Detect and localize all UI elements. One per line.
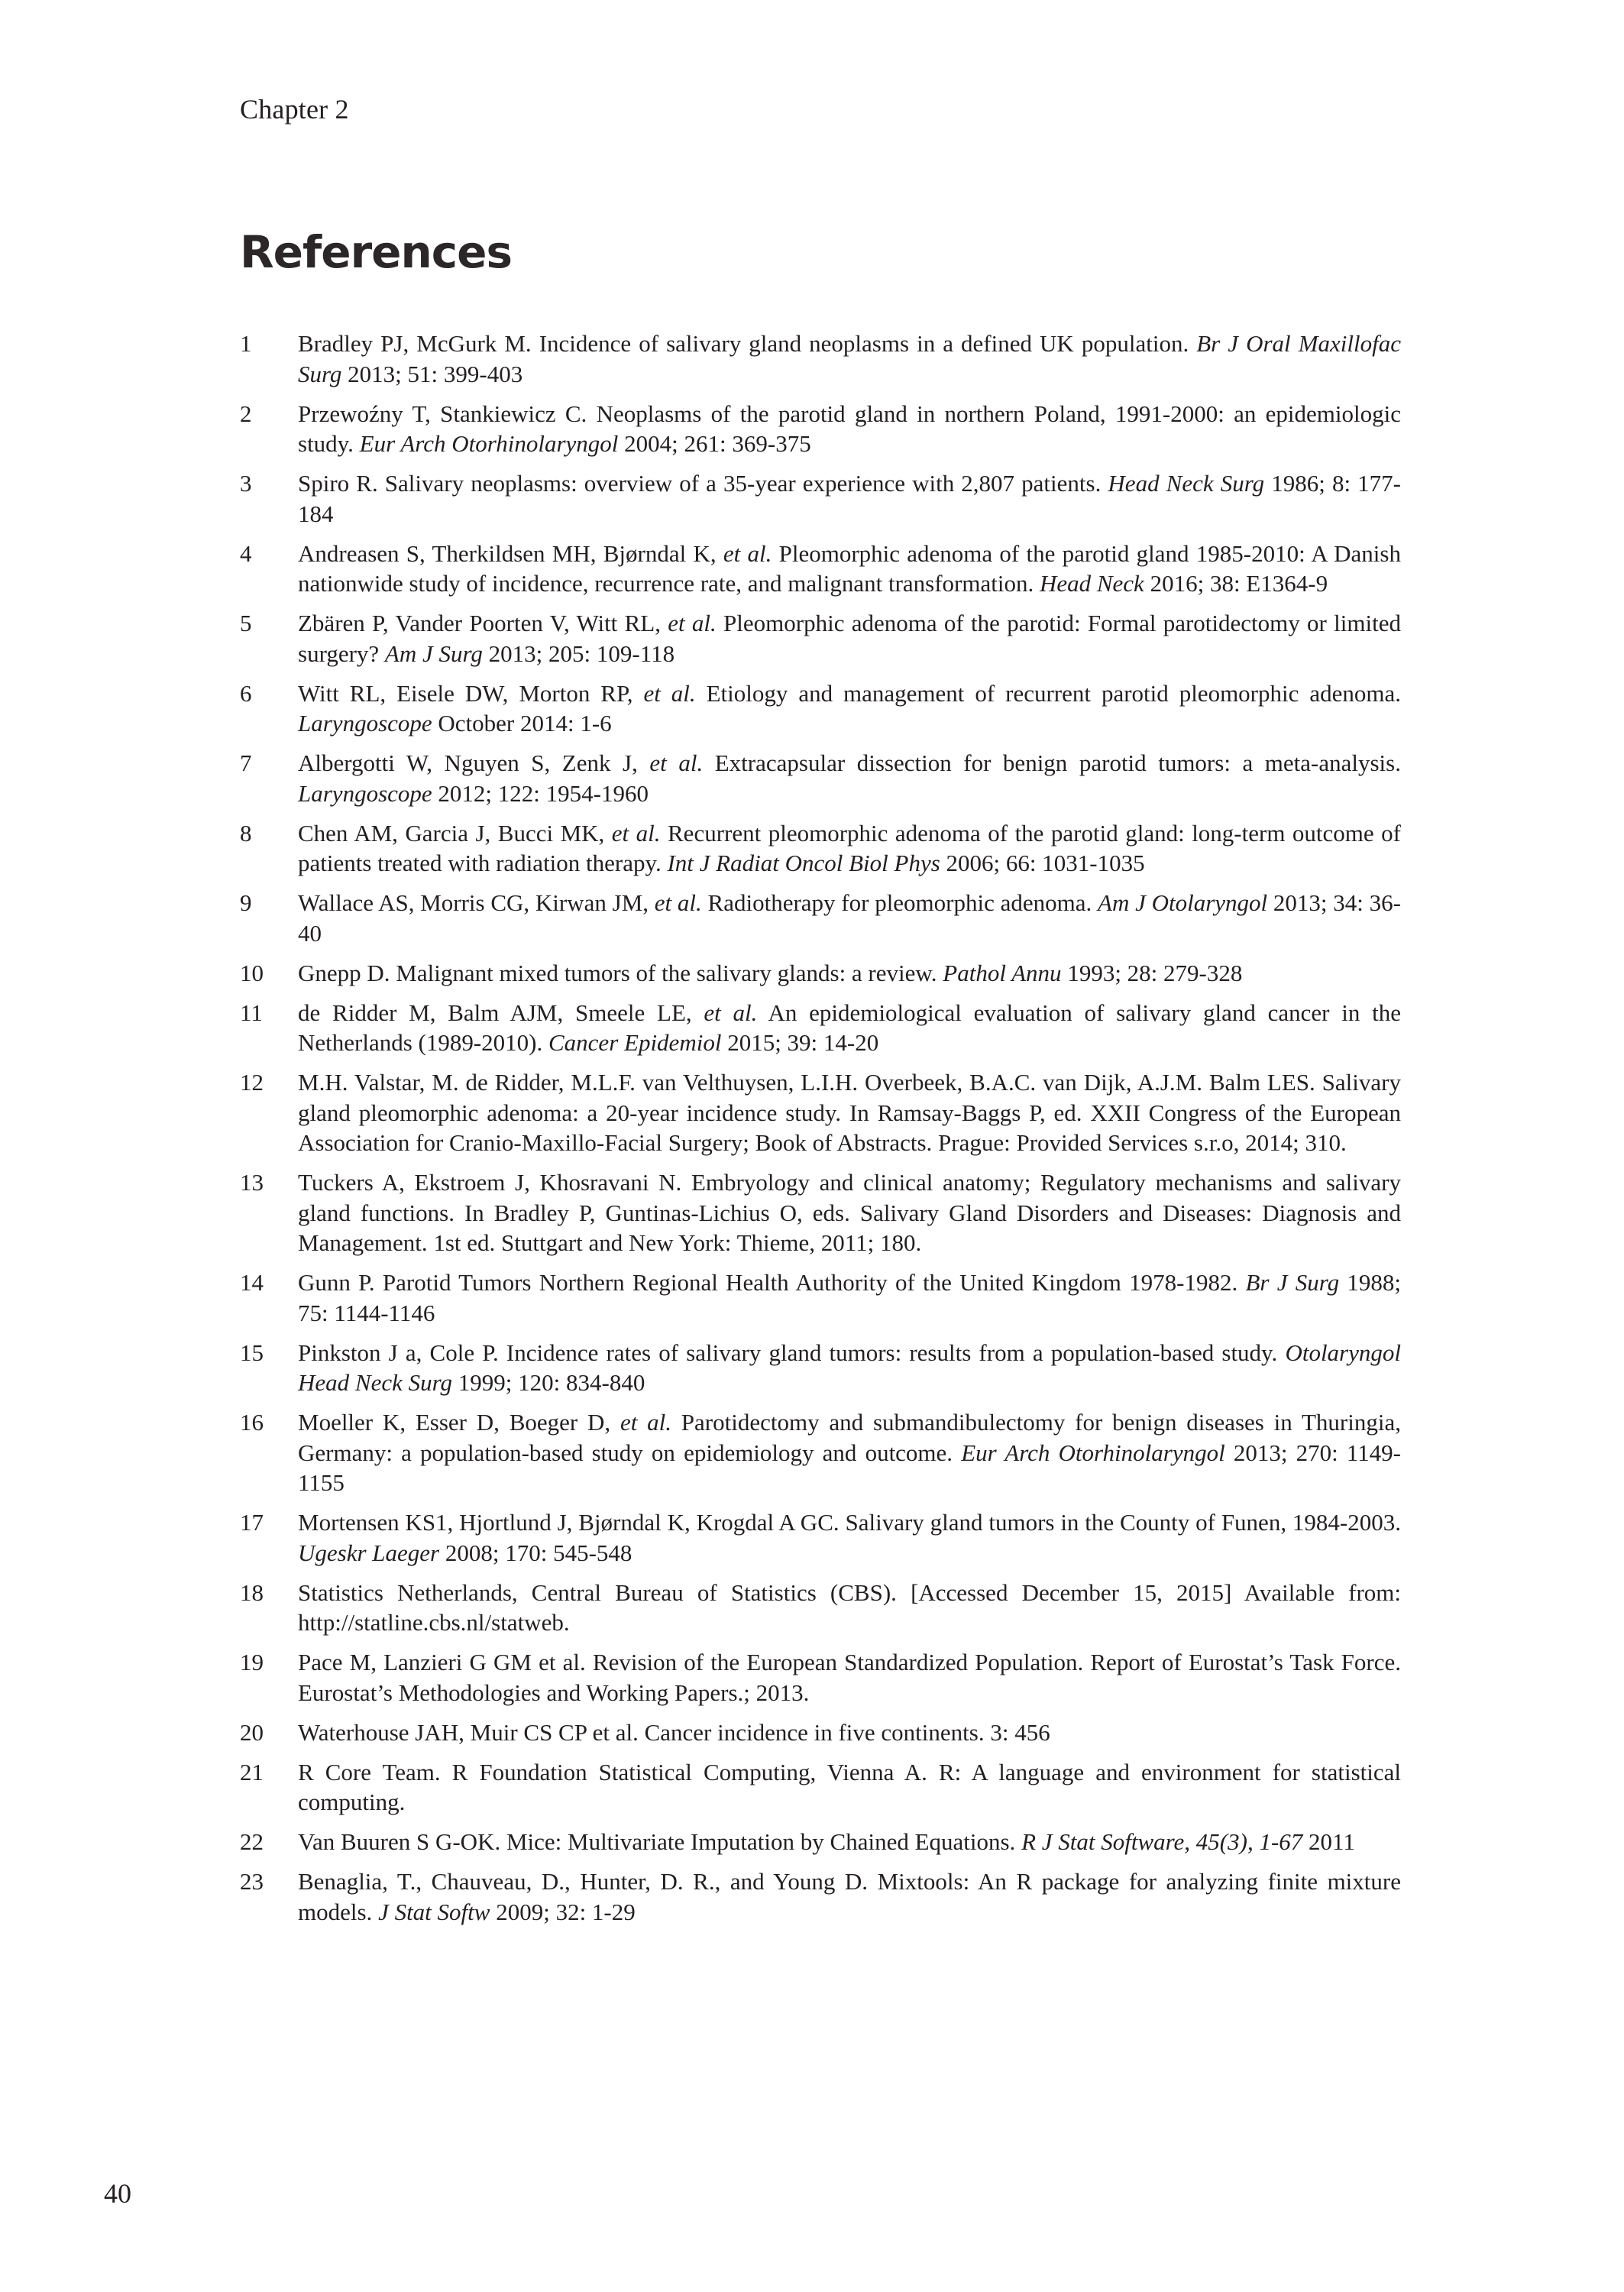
reference-journal: Am J Otolaryngol bbox=[1098, 889, 1268, 916]
reference-segment: 2012; 122: 1954-1960 bbox=[432, 779, 649, 807]
reference-text bbox=[298, 1757, 1401, 1818]
reference-segment: 2004; 261: 369-375 bbox=[618, 430, 811, 457]
reference-item bbox=[240, 1757, 1401, 1818]
reference-text bbox=[298, 1167, 1401, 1258]
reference-item bbox=[240, 818, 1401, 879]
reference-number: 6 bbox=[240, 679, 252, 707]
reference-text bbox=[298, 1647, 1401, 1708]
reference-number: 11 bbox=[240, 999, 263, 1026]
reference-segment: Mortensen KS1, Hjortlund J, Bjørndal K, Krogdal A GC. Salivary gland tumors in the County of Funen, 1984-2003. bbox=[298, 1509, 1401, 1536]
reference-journal: Cancer Epidemiol bbox=[548, 1029, 722, 1056]
reference-item bbox=[240, 1067, 1401, 1158]
reference-segment: Benaglia, T., Chauveau, D., Hunter, D. R., and Young D. Mixtools: An R package for analyzing finite mixture models. bbox=[298, 1868, 1401, 1925]
reference-journal: et al. bbox=[611, 819, 661, 847]
reference-journal: et al. bbox=[649, 749, 704, 776]
reference-journal: Int J Radiat Oncol Biol Phys bbox=[667, 850, 940, 876]
reference-number: 3 bbox=[240, 470, 252, 497]
reference-segment: R Core Team. R Foundation Statistical Computing, Vienna A. R: A language and environment for statistical computing. bbox=[298, 1758, 1401, 1815]
reference-segment: M.H. Valstar, M. de Ridder, M.L.F. van Velthuysen, L.I.H. Overbeek, B.A.C. van Dijk, A.J.M. Balm LES. Salivary gland pleomorphic adenoma: a 20-year incidence study. In Ramsay-Baggs P, ed. XXII Congress of the European Association for Cranio-Maxillo-Facial Surgery; Book of Abstracts. Prague: Provided Services s.r.o, 2014; 310. bbox=[298, 1069, 1401, 1156]
section-title: References bbox=[240, 226, 513, 278]
reference-text bbox=[298, 1338, 1401, 1398]
reference-text bbox=[298, 748, 1401, 808]
reference-number: 1 bbox=[240, 330, 252, 357]
reference-text bbox=[298, 888, 1401, 948]
reference-item bbox=[240, 748, 1401, 808]
reference-text bbox=[298, 1578, 1401, 1638]
reference-segment: Statistics Netherlands, Central Bureau of Statistics (CBS). [Accessed December 15, 2015] Available from: http://statline.cbs.nl/statweb. bbox=[298, 1578, 1401, 1636]
reference-segment: 2016; 38: E1364-9 bbox=[1144, 570, 1328, 597]
reference-segment: Extracapsular dissection for benign parotid tumors: a meta-analysis. bbox=[703, 749, 1401, 776]
reference-text bbox=[298, 998, 1401, 1058]
reference-number: 16 bbox=[240, 1409, 264, 1436]
reference-segment: 2013; 205: 109-118 bbox=[482, 639, 675, 667]
reference-text bbox=[298, 818, 1401, 879]
reference-number: 19 bbox=[240, 1649, 264, 1675]
reference-number: 20 bbox=[240, 1718, 264, 1746]
reference-item bbox=[240, 399, 1401, 459]
reference-item bbox=[240, 1407, 1401, 1498]
reference-journal: et al. bbox=[668, 610, 717, 636]
reference-journal: et al. bbox=[704, 999, 758, 1026]
reference-segment: Waterhouse JAH, Muir CS CP et al. Cancer incidence in five continents. 3: 456 bbox=[298, 1718, 1050, 1746]
reference-text bbox=[298, 539, 1401, 599]
reference-number: 4 bbox=[240, 539, 252, 567]
reference-item bbox=[240, 1717, 1401, 1748]
reference-segment: 1993; 28: 279-328 bbox=[1061, 959, 1243, 986]
reference-text bbox=[298, 1267, 1401, 1328]
reference-segment: Spiro R. Salivary neoplasms: overview of a 35-year experience with 2,807 patients. bbox=[298, 470, 1108, 497]
reference-segment: Zbären P, Vander Poorten V, Witt RL, bbox=[298, 610, 668, 636]
reference-segment: Chen AM, Garcia J, Bucci MK, bbox=[298, 819, 612, 847]
reference-segment: Albergotti W, Nguyen S, Zenk J, bbox=[298, 749, 650, 776]
reference-segment: Etiology and management of recurrent parotid pleomorphic adenoma. bbox=[695, 679, 1401, 707]
reference-journal: Pathol Annu bbox=[943, 959, 1062, 986]
reference-segment: Andreasen S, Therkildsen MH, Bjørndal K, bbox=[298, 539, 723, 567]
reference-journal: et al. bbox=[643, 679, 696, 707]
reference-segment: 1986; 8: 177-184 bbox=[298, 470, 1401, 527]
reference-journal: R J Stat Software, 45(3), 1-67 bbox=[1021, 1828, 1303, 1855]
reference-text bbox=[298, 1507, 1401, 1568]
reference-item bbox=[240, 998, 1401, 1058]
reference-item bbox=[240, 1338, 1401, 1398]
reference-number: 21 bbox=[240, 1758, 264, 1785]
reference-segment: 1988; 75: 1144-1146 bbox=[298, 1269, 1401, 1326]
reference-journal: Head Neck bbox=[1039, 570, 1144, 597]
reference-number: 5 bbox=[240, 610, 252, 636]
reference-segment: Gnepp D. Malignant mixed tumors of the salivary glands: a review. bbox=[298, 959, 943, 986]
reference-journal: Head Neck Surg bbox=[1108, 470, 1265, 497]
reference-segment: 2013; 270: 1149-1155 bbox=[298, 1439, 1401, 1496]
reference-segment: 2011 bbox=[1302, 1828, 1355, 1855]
reference-segment: Radiotherapy for pleomorphic adenoma. bbox=[701, 889, 1098, 916]
reference-number: 10 bbox=[240, 959, 264, 986]
reference-segment: Recurrent pleomorphic adenoma of the parotid gland: long-term outcome of patients treated with radiation therapy. bbox=[298, 819, 1401, 876]
reference-journal: et al. bbox=[620, 1409, 672, 1436]
reference-number: 7 bbox=[240, 749, 252, 776]
reference-text bbox=[298, 1407, 1401, 1498]
reference-item bbox=[240, 539, 1401, 599]
reference-text bbox=[298, 329, 1401, 389]
reference-number: 15 bbox=[240, 1339, 264, 1366]
reference-journal: Laryngoscope bbox=[298, 779, 432, 807]
reference-item bbox=[240, 678, 1401, 739]
reference-segment: 2009; 32: 1-29 bbox=[490, 1898, 636, 1925]
reference-journal: Ugeskr Laeger bbox=[298, 1539, 440, 1566]
reference-segment: Parotidectomy and submandibulectomy for benign diseases in Thuringia, Germany: a population-based study on epidemiology and outcome. bbox=[298, 1409, 1401, 1466]
reference-list bbox=[240, 329, 1401, 1937]
reference-segment: Gunn P. Parotid Tumors Northern Regional Health Authority of the United Kingdom 1978-1982. bbox=[298, 1269, 1246, 1296]
reference-text bbox=[298, 958, 1401, 989]
reference-item bbox=[240, 1578, 1401, 1638]
reference-segment: Bradley PJ, McGurk M. Incidence of salivary gland neoplasms in a defined UK population. bbox=[298, 330, 1197, 357]
reference-item bbox=[240, 329, 1401, 389]
reference-segment: An epidemiological evaluation of salivary gland cancer in the Netherlands (1989-2010). bbox=[298, 999, 1401, 1056]
reference-segment: Van Buuren S G-OK. Mice: Multivariate Imputation by Chained Equations. bbox=[298, 1828, 1022, 1855]
reference-segment: 2013; 51: 399-403 bbox=[341, 360, 523, 387]
reference-text bbox=[298, 468, 1401, 529]
reference-number: 17 bbox=[240, 1509, 264, 1536]
reference-number: 22 bbox=[240, 1828, 264, 1855]
reference-text bbox=[298, 1827, 1401, 1857]
reference-number: 13 bbox=[240, 1169, 264, 1196]
reference-item bbox=[240, 1866, 1401, 1927]
reference-journal: Otolaryngol Head Neck Surg bbox=[298, 1339, 1401, 1396]
reference-segment: 2006; 66: 1031-1035 bbox=[940, 850, 1145, 876]
reference-text bbox=[298, 678, 1401, 739]
reference-number: 23 bbox=[240, 1868, 264, 1895]
reference-segment: 2015; 39: 14-20 bbox=[721, 1029, 879, 1056]
reference-segment: Pleomorphic adenoma of the parotid: Formal parotidectomy or limited surgery? bbox=[298, 610, 1401, 667]
reference-item bbox=[240, 958, 1401, 989]
reference-number: 9 bbox=[240, 889, 252, 916]
reference-journal: Eur Arch Otorhinolaryngol bbox=[359, 430, 619, 457]
reference-item bbox=[240, 1167, 1401, 1258]
reference-segment: Pinkston J a, Cole P. Incidence rates of salivary gland tumors: results from a population-based study. bbox=[298, 1339, 1286, 1366]
reference-journal: J Stat Softw bbox=[378, 1898, 490, 1925]
reference-text bbox=[298, 1067, 1401, 1158]
reference-segment: Tuckers A, Ekstroem J, Khosravani N. Embryology and clinical anatomy; Regulatory mechanisms and salivary gland functions. In Bradley P, Guntinas-Lichius O, eds. Salivary Gland Disorders and Diseases: Diagnosis and Management. 1st ed. Stuttgart and New York: Thieme, 2011; 180. bbox=[298, 1169, 1401, 1256]
reference-number: 2 bbox=[240, 400, 252, 427]
reference-item bbox=[240, 1507, 1401, 1568]
reference-segment: Moeller K, Esser D, Boeger D, bbox=[298, 1409, 620, 1436]
reference-segment: Przewoźny T, Stankiewicz C. Neoplasms of the parotid gland in northern Poland, 1991-2000: an epidemiologic study. bbox=[298, 400, 1401, 457]
reference-journal: Eur Arch Otorhinolaryngol bbox=[961, 1439, 1225, 1466]
reference-journal: et al. bbox=[654, 889, 702, 916]
reference-segment: Witt RL, Eisele DW, Morton RP, bbox=[298, 679, 644, 707]
reference-number: 12 bbox=[240, 1069, 264, 1096]
reference-text bbox=[298, 399, 1401, 459]
reference-segment: 2013; 34: 36-40 bbox=[298, 889, 1401, 947]
page-number: 40 bbox=[104, 2178, 131, 2209]
reference-text bbox=[298, 1717, 1401, 1748]
reference-journal: Am J Surg bbox=[384, 639, 483, 667]
reference-text bbox=[298, 1866, 1401, 1927]
reference-item bbox=[240, 1267, 1401, 1328]
reference-number: 14 bbox=[240, 1269, 264, 1296]
reference-segment: Pleomorphic adenoma of the parotid gland 1985-2010: A Danish nationwide study of incidence, recurrence rate, and malignant transformation. bbox=[298, 539, 1401, 597]
reference-number: 8 bbox=[240, 819, 252, 847]
reference-text bbox=[298, 608, 1401, 668]
reference-item bbox=[240, 1647, 1401, 1708]
reference-item bbox=[240, 608, 1401, 668]
running-head: Chapter 2 bbox=[240, 94, 349, 125]
reference-segment: Wallace AS, Morris CG, Kirwan JM, bbox=[298, 889, 655, 916]
reference-journal: Laryngoscope bbox=[298, 710, 432, 736]
reference-segment: 2008; 170: 545-548 bbox=[439, 1539, 632, 1566]
reference-item bbox=[240, 468, 1401, 529]
reference-number: 18 bbox=[240, 1578, 264, 1606]
reference-journal: et al. bbox=[723, 539, 772, 567]
reference-segment: de Ridder M, Balm AJM, Smeele LE, bbox=[298, 999, 704, 1026]
reference-item bbox=[240, 1827, 1401, 1857]
reference-segment: 1999; 120: 834-840 bbox=[452, 1369, 645, 1396]
reference-item bbox=[240, 888, 1401, 948]
reference-journal: Br J Surg bbox=[1245, 1269, 1340, 1296]
reference-segment: Pace M, Lanzieri G GM et al. Revision of the European Standardized Population. Report of Eurostat’s Task Force. Eurostat’s Methodologies and Working Papers.; 2013. bbox=[298, 1649, 1401, 1706]
reference-segment: October 2014: 1-6 bbox=[432, 710, 612, 736]
reference-journal: Br J Oral Maxillofac Surg bbox=[298, 330, 1401, 387]
